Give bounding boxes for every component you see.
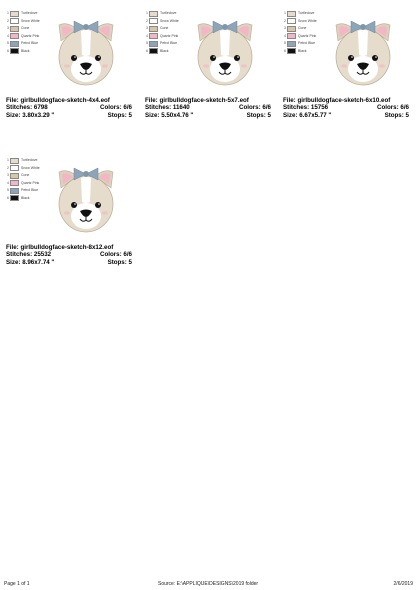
thread-color-swatch — [287, 41, 296, 47]
thread-color-name: Black — [298, 48, 307, 53]
thread-color-name: Turtledove — [298, 11, 315, 15]
thread-color-swatch — [287, 33, 296, 39]
thread-color-name: Snow White — [160, 18, 179, 23]
thread-color-swatch — [10, 188, 19, 194]
bulldog-face-design-image — [330, 19, 396, 89]
thread-color-name: Cone — [21, 26, 30, 31]
colors-label: Colors: — [239, 104, 261, 112]
thread-color-swatch — [287, 48, 296, 54]
stitches-label: Stitches: — [6, 251, 33, 259]
file-label: File: — [283, 97, 296, 104]
thread-color-swatch — [149, 33, 158, 39]
thread-color-name: Black — [21, 195, 30, 200]
thread-color-number: 6 — [7, 195, 9, 200]
footer-date: 2/6/2019 — [393, 581, 413, 587]
design-info — [145, 97, 271, 119]
stops-label: Stops: — [384, 111, 404, 119]
size-value: 6.67x5.77 " — [299, 111, 332, 119]
thread-color-swatch — [287, 18, 296, 24]
thread-color-swatch — [10, 195, 19, 201]
stops-value: 5 — [267, 111, 271, 119]
footer-page: Page 1 of 1 — [4, 581, 30, 587]
thread-color-item — [145, 10, 205, 17]
colors-label: Colors: — [100, 104, 122, 112]
thread-color-name: Snow White — [298, 18, 317, 23]
stops-label: Stops: — [107, 258, 127, 266]
thread-color-swatch — [149, 18, 158, 24]
thread-color-swatch — [10, 33, 19, 39]
thread-color-name: Black — [21, 48, 30, 53]
stitches-value: 15756 — [310, 104, 329, 112]
size-label: Size: — [145, 111, 160, 119]
colors-label: Colors: — [377, 104, 399, 112]
thread-color-number: 5 — [284, 41, 286, 46]
size-value: 8.96x7.74 " — [22, 258, 55, 266]
size-label: Size: — [6, 258, 21, 266]
thread-color-name: Quartz Pink — [160, 33, 179, 38]
colors-label: Colors: — [100, 251, 122, 259]
thread-color-name: Black — [160, 48, 169, 53]
stops-value: 5 — [128, 258, 132, 266]
thread-color-number: 4 — [7, 180, 9, 185]
stitches-value: 6798 — [33, 104, 48, 112]
thread-color-name: Cone — [160, 26, 169, 31]
stitches-value: 11640 — [172, 104, 190, 112]
design-card — [283, 10, 411, 130]
thread-color-name: Quartz Pink — [298, 33, 317, 38]
file-name: girlbulldogface-sketch-6x10.eof — [297, 97, 391, 104]
colors-value: 6/6 — [400, 104, 409, 112]
stops-label: Stops: — [107, 111, 127, 119]
size-label: Size: — [283, 111, 298, 119]
size-value: 3.80x3.29 " — [22, 111, 55, 119]
thread-color-swatch — [287, 11, 296, 17]
thread-color-swatch — [10, 180, 19, 186]
thread-color-name: Snow White — [21, 18, 40, 23]
design-card — [6, 10, 134, 130]
thread-color-swatch — [10, 18, 19, 24]
thread-color-number: 3 — [146, 26, 148, 31]
thread-color-name: Turtledove — [160, 11, 177, 15]
colors-value: 6/6 — [123, 104, 132, 112]
thread-color-swatch — [10, 158, 19, 164]
thread-color-item — [283, 10, 343, 17]
thread-color-number: 6 — [146, 48, 148, 53]
thread-color-number: 2 — [7, 165, 9, 170]
thread-color-name: Turtledove — [21, 158, 38, 162]
thread-color-swatch — [287, 26, 296, 32]
thread-color-swatch — [10, 26, 19, 32]
size-label: Size: — [6, 111, 21, 119]
thread-color-swatch — [149, 48, 158, 54]
thread-color-number: 1 — [7, 158, 9, 162]
design-card — [6, 157, 134, 277]
file-label: File: — [6, 97, 19, 104]
thread-color-swatch — [10, 48, 19, 54]
stops-value: 5 — [128, 111, 132, 119]
footer-source: Source: E:\APPLIQUE\DESIGNS\2019 folder — [158, 581, 259, 587]
thread-color-number: 1 — [284, 11, 286, 15]
bulldog-face-design-image — [53, 166, 119, 236]
thread-color-item — [6, 157, 66, 164]
thread-color-number: 4 — [146, 33, 148, 38]
design-info — [6, 244, 132, 266]
stops-label: Stops: — [246, 111, 266, 119]
bulldog-face-design-image — [192, 19, 258, 89]
bulldog-face-design-image — [53, 19, 119, 89]
thread-color-name: Snow White — [21, 165, 40, 170]
thread-color-swatch — [10, 41, 19, 47]
thread-color-number: 2 — [284, 18, 286, 23]
stitches-label: Stitches: — [283, 104, 310, 112]
file-name: girlbulldogface-sketch-5x7.eof — [159, 97, 249, 104]
thread-color-name: Turtledove — [21, 11, 38, 15]
thread-color-name: Cone — [298, 26, 307, 31]
thread-color-number: 3 — [7, 173, 9, 178]
thread-color-name: Petrol Blue — [21, 41, 39, 46]
design-info — [6, 97, 132, 119]
file-label: File: — [6, 244, 19, 251]
thread-color-number: 3 — [284, 26, 286, 31]
file-name: girlbulldogface-sketch-8x12.eof — [20, 244, 114, 251]
thread-color-swatch — [149, 41, 158, 47]
design-info — [283, 97, 409, 119]
thread-color-number: 1 — [146, 11, 148, 15]
thread-color-number: 5 — [7, 41, 9, 46]
thread-color-name: Cone — [21, 173, 30, 178]
thread-color-number: 3 — [7, 26, 9, 31]
thread-color-swatch — [10, 173, 19, 179]
thread-color-swatch — [149, 26, 158, 32]
stops-value: 5 — [405, 111, 409, 119]
thread-color-number: 4 — [7, 33, 9, 38]
thread-color-name: Quartz Pink — [21, 33, 40, 38]
colors-value: 6/6 — [262, 104, 271, 112]
thread-color-number: 1 — [7, 11, 9, 15]
design-card — [145, 10, 273, 130]
thread-color-number: 4 — [284, 33, 286, 38]
thread-color-number: 6 — [7, 48, 9, 53]
file-name: girlbulldogface-sketch-4x4.eof — [20, 97, 110, 104]
colors-value: 6/6 — [123, 251, 132, 259]
thread-color-number: 6 — [284, 48, 286, 53]
thread-color-swatch — [149, 11, 158, 17]
size-value: 5.50x4.76 " — [161, 111, 194, 119]
thread-color-number: 2 — [146, 18, 148, 23]
file-label: File: — [145, 97, 158, 104]
thread-color-number: 5 — [146, 41, 148, 46]
stitches-value: 25532 — [33, 251, 52, 259]
thread-color-name: Petrol Blue — [21, 188, 39, 193]
stitches-label: Stitches: — [145, 104, 172, 112]
thread-color-number: 5 — [7, 188, 9, 193]
thread-color-item — [6, 10, 66, 17]
thread-color-name: Quartz Pink — [21, 180, 40, 185]
thread-color-number: 2 — [7, 18, 9, 23]
thread-color-swatch — [10, 165, 19, 171]
stitches-label: Stitches: — [6, 104, 33, 112]
thread-color-swatch — [10, 11, 19, 17]
thread-color-name: Petrol Blue — [298, 41, 316, 46]
thread-color-name: Petrol Blue — [160, 41, 178, 46]
